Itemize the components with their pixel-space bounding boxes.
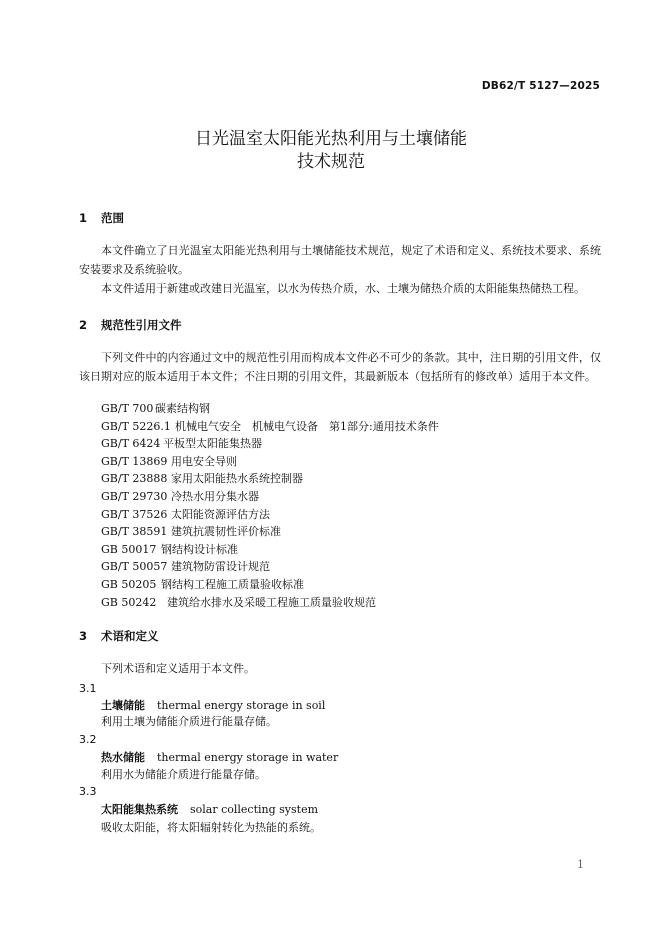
reference-item: GB/T 13869 用电安全导则 [101,454,237,468]
term-name: 热水储能 thermal energy storage in water [101,751,339,764]
section-3-paragraph: 下列术语和定义适用于本文件。 [101,662,255,675]
term-number: 3.1 [79,682,97,695]
section-2-paragraph: 下列文件中的内容通过文中的规范性引用而构成本文件必不可少的条款。其中，注日期的引用文件，仅该日期对应的版本适用于本文件；不注日期的引用文件，其最新版本（包括所有的修改单）适用于本文件。 [79,351,601,383]
term-definition: 利用土壤为储能介质进行能量存储。 [101,715,277,728]
section-number: 1 [79,211,88,225]
section-title: 术语和定义 [101,629,159,643]
term-number: 3.2 [79,733,97,746]
reference-item: GB 50205 钢结构工程施工质量验收标准 [101,577,304,591]
reference-item: GB/T 38591 建筑抗震韧性评价标准 [101,525,281,539]
title-line-1: 日光温室太阳能光热利用与土壤储能 [195,129,467,149]
term-name: 土壤储能 thermal energy storage in soil [101,699,326,712]
section-1-heading [79,210,124,226]
reference-item: GB 50017 钢结构设计标准 [101,542,238,556]
term-definition: 吸收太阳能，将太阳辐射转化为热能的系统。 [101,821,321,834]
reference-item: GB 50242 建筑给水排水及采暖工程施工质量验收规范 [101,595,376,609]
reference-item: GB/T 37526 太阳能资源评估方法 [101,507,270,521]
normative-references-list [101,400,439,611]
section-3-heading [79,628,159,644]
reference-item: GB/T 50057 建筑物防雷设计规范 [101,560,270,574]
reference-item: GB/T 5226.1 机械电气安全 机械电气设备 第1部分:通用技术条件 [101,419,439,433]
section-1-paragraph-2: 本文件适用于新建或改建日光温室，以水为传热介质，水、土壤为储热介质的太阳能集热储热工程。 [101,282,585,295]
section-number: 2 [79,318,88,332]
reference-item: GB/T 6424 平板型太阳能集热器 [101,437,262,451]
reference-item: GB/T 23888 家用太阳能热水系统控制器 [101,472,303,486]
section-1-paragraph-1: 本文件确立了日光温室太阳能光热利用与土壤储能技术规范，规定了术语和定义、系统技术要求、系统安装要求及系统验收。 [79,244,601,276]
term-number: 3.3 [79,785,97,798]
term-name: 太阳能集热系统 solar collecting system [101,803,319,816]
reference-item: GB/T 29730 冷热水用分集水器 [101,489,259,503]
section-title: 范围 [101,211,125,225]
reference-item: GB/T 700 碳素结构钢 [101,402,210,415]
document-code: DB62/T 5127—2025 [481,80,600,92]
page-number: 1 [577,858,584,871]
section-title: 规范性引用文件 [101,318,182,332]
title-line-2: 技术规范 [297,152,365,172]
section-2-heading [79,317,182,333]
document-title [0,128,662,174]
term-definition: 利用水为储能介质进行能量存储。 [101,768,266,781]
section-number: 3 [79,629,88,643]
